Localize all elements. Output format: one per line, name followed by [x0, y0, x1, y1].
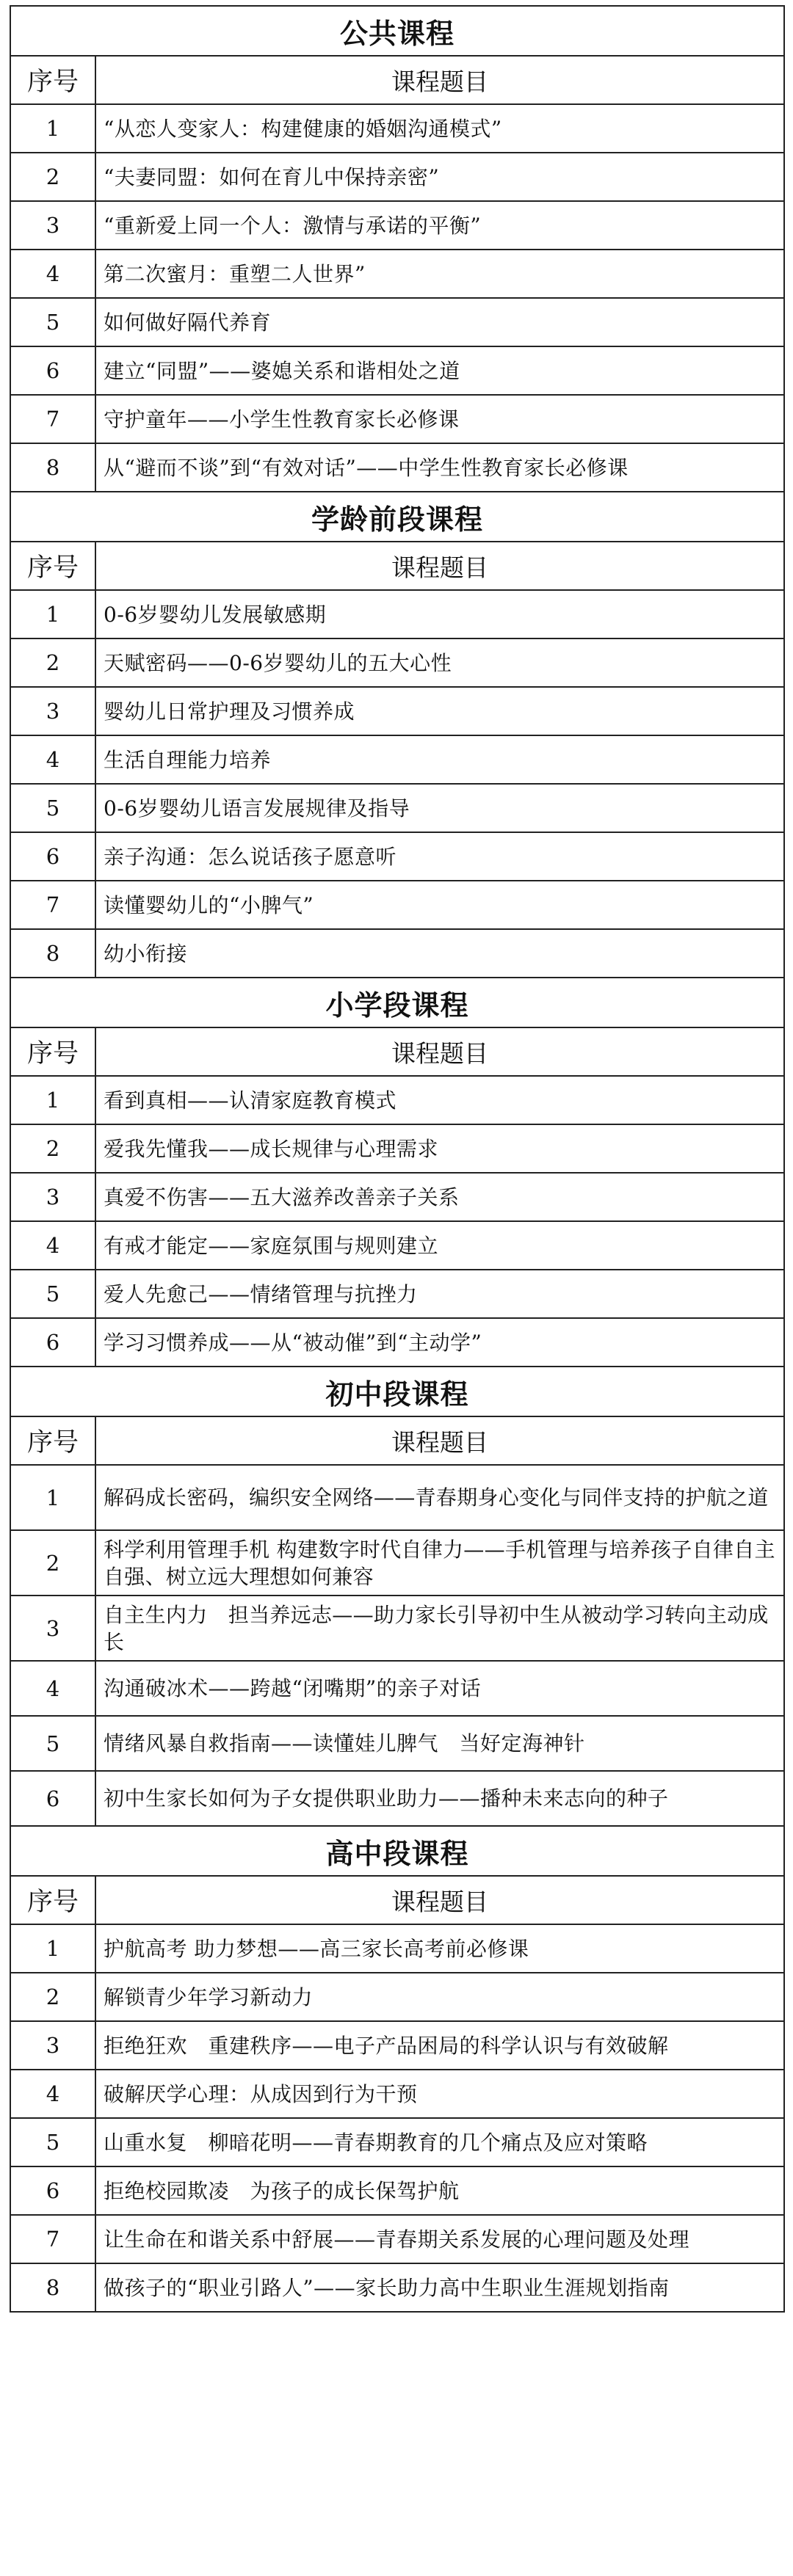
course-title: 护航高考 助力梦想——高三家长高考前必修课 — [95, 1924, 784, 1973]
course-number: 5 — [10, 1270, 95, 1318]
course-title: 从“避而不谈”到“有效对话”——中学生性教育家长必修课 — [95, 443, 784, 492]
course-title: 情绪风暴自救指南——读懂娃儿脾气 当好定海神针 — [95, 1716, 784, 1771]
course-title: 亲子沟通：怎么说话孩子愿意听 — [95, 832, 784, 881]
course-row — [10, 1596, 784, 1661]
course-title: 0-6岁婴幼儿语言发展规律及指导 — [95, 784, 784, 832]
course-row — [10, 1530, 784, 1596]
course-title: 守护童年——小学生性教育家长必修课 — [95, 395, 784, 443]
course-title: 生活自理能力培养 — [95, 735, 784, 784]
course-row — [10, 2118, 784, 2166]
course-number: 8 — [10, 2263, 95, 2312]
course-row — [10, 1771, 784, 1826]
course-number: 6 — [10, 1771, 95, 1826]
section-title: 学龄前段课程 — [10, 492, 784, 542]
course-title: 看到真相——认清家庭教育模式 — [95, 1076, 784, 1124]
section-title-row — [10, 1826, 784, 1876]
course-row — [10, 104, 784, 153]
course-row — [10, 735, 784, 784]
course-number: 1 — [10, 1465, 95, 1530]
course-number: 6 — [10, 2166, 95, 2215]
header-number: 序号 — [10, 542, 95, 590]
course-title: 科学利用管理手机 构建数字时代自律力——手机管理与培养孩子自律自主自强、树立远大理想如何兼容 — [95, 1530, 784, 1596]
course-row — [10, 784, 784, 832]
course-title: 拒绝狂欢 重建秩序——电子产品困局的科学认识与有效破解 — [95, 2021, 784, 2070]
course-number: 8 — [10, 443, 95, 492]
course-row — [10, 2070, 784, 2118]
course-title: 解锁青少年学习新动力 — [95, 1973, 784, 2021]
course-title: 读懂婴幼儿的“小脾气” — [95, 881, 784, 929]
course-number: 2 — [10, 638, 95, 687]
course-number: 2 — [10, 1530, 95, 1596]
course-row — [10, 1270, 784, 1318]
course-row — [10, 201, 784, 250]
course-table — [10, 5, 785, 2313]
course-title: 破解厌学心理：从成因到行为干预 — [95, 2070, 784, 2118]
course-row — [10, 638, 784, 687]
course-number: 3 — [10, 2021, 95, 2070]
course-row — [10, 2021, 784, 2070]
course-number: 1 — [10, 590, 95, 638]
course-row — [10, 1973, 784, 2021]
course-row — [10, 2166, 784, 2215]
header-course-title: 课程题目 — [95, 56, 784, 104]
course-row — [10, 1465, 784, 1530]
course-title: 0-6岁婴幼儿发展敏感期 — [95, 590, 784, 638]
section-title-row — [10, 6, 784, 56]
course-title: 建立“同盟”——婆媳关系和谐相处之道 — [95, 346, 784, 395]
course-row — [10, 1716, 784, 1771]
course-number: 7 — [10, 881, 95, 929]
course-row — [10, 2215, 784, 2263]
course-number: 2 — [10, 1973, 95, 2021]
course-title: 幼小衔接 — [95, 929, 784, 978]
course-title: 爱人先愈己——情绪管理与抗挫力 — [95, 1270, 784, 1318]
course-title: 真爱不伤害——五大滋养改善亲子关系 — [95, 1173, 784, 1221]
course-number: 1 — [10, 1924, 95, 1973]
course-number: 5 — [10, 2118, 95, 2166]
course-row — [10, 346, 784, 395]
course-number: 1 — [10, 1076, 95, 1124]
course-title: 婴幼儿日常护理及习惯养成 — [95, 687, 784, 735]
course-number: 4 — [10, 250, 95, 298]
course-title: 做孩子的“职业引路人”——家长助力高中生职业生涯规划指南 — [95, 2263, 784, 2312]
course-title: 山重水复 柳暗花明——青春期教育的几个痛点及应对策略 — [95, 2118, 784, 2166]
course-number: 4 — [10, 2070, 95, 2118]
course-row — [10, 443, 784, 492]
course-row — [10, 1124, 784, 1173]
course-number: 8 — [10, 929, 95, 978]
column-header-row — [10, 1027, 784, 1076]
course-number: 6 — [10, 346, 95, 395]
course-number: 7 — [10, 2215, 95, 2263]
course-title: “从恋人变家人：构建健康的婚姻沟通模式” — [95, 104, 784, 153]
course-title: “夫妻同盟：如何在育儿中保持亲密” — [95, 153, 784, 201]
column-header-row — [10, 56, 784, 104]
course-number: 3 — [10, 201, 95, 250]
section-title: 高中段课程 — [10, 1826, 784, 1876]
course-number: 4 — [10, 735, 95, 784]
course-title: 天赋密码——0-6岁婴幼儿的五大心性 — [95, 638, 784, 687]
course-title: 有戒才能定——家庭氛围与规则建立 — [95, 1221, 784, 1270]
section-title: 公共课程 — [10, 6, 784, 56]
section-title-row — [10, 978, 784, 1027]
course-row — [10, 298, 784, 346]
course-row — [10, 687, 784, 735]
course-number: 3 — [10, 1173, 95, 1221]
course-title: 自主生内力 担当养远志——助力家长引导初中生从被动学习转向主动成长 — [95, 1596, 784, 1661]
course-number: 2 — [10, 1124, 95, 1173]
header-number: 序号 — [10, 1027, 95, 1076]
course-number: 3 — [10, 1596, 95, 1661]
course-number: 7 — [10, 395, 95, 443]
course-row — [10, 2263, 784, 2312]
course-row — [10, 590, 784, 638]
course-row — [10, 881, 784, 929]
course-number: 5 — [10, 784, 95, 832]
column-header-row — [10, 542, 784, 590]
course-title: 如何做好隔代养育 — [95, 298, 784, 346]
course-number: 2 — [10, 153, 95, 201]
course-row — [10, 1173, 784, 1221]
course-row — [10, 250, 784, 298]
course-row — [10, 1076, 784, 1124]
course-title: 沟通破冰术——跨越“闭嘴期”的亲子对话 — [95, 1661, 784, 1716]
course-title: 初中生家长如何为子女提供职业助力——播种未来志向的种子 — [95, 1771, 784, 1826]
header-number: 序号 — [10, 1876, 95, 1924]
course-title: 让生命在和谐关系中舒展——青春期关系发展的心理问题及处理 — [95, 2215, 784, 2263]
course-row — [10, 832, 784, 881]
header-number: 序号 — [10, 56, 95, 104]
header-course-title: 课程题目 — [95, 1027, 784, 1076]
column-header-row — [10, 1416, 784, 1465]
course-row — [10, 153, 784, 201]
course-title: 学习习惯养成——从“被动催”到“主动学” — [95, 1318, 784, 1367]
section-title: 小学段课程 — [10, 978, 784, 1027]
course-title: “重新爱上同一个人：激情与承诺的平衡” — [95, 201, 784, 250]
course-number: 6 — [10, 832, 95, 881]
header-number: 序号 — [10, 1416, 95, 1465]
course-row — [10, 395, 784, 443]
section-title-row — [10, 492, 784, 542]
section-title-row — [10, 1367, 784, 1416]
header-course-title: 课程题目 — [95, 1416, 784, 1465]
course-title: 第二次蜜月：重塑二人世界” — [95, 250, 784, 298]
course-title: 拒绝校园欺凌 为孩子的成长保驾护航 — [95, 2166, 784, 2215]
course-row — [10, 1318, 784, 1367]
course-number: 1 — [10, 104, 95, 153]
course-number: 5 — [10, 298, 95, 346]
section-title: 初中段课程 — [10, 1367, 784, 1416]
course-title: 爱我先懂我——成长规律与心理需求 — [95, 1124, 784, 1173]
column-header-row — [10, 1876, 784, 1924]
header-course-title: 课程题目 — [95, 1876, 784, 1924]
course-row — [10, 1661, 784, 1716]
course-number: 3 — [10, 687, 95, 735]
course-title: 解码成长密码，编织安全网络——青春期身心变化与同伴支持的护航之道 — [95, 1465, 784, 1530]
course-row — [10, 1924, 784, 1973]
course-row — [10, 1221, 784, 1270]
course-number: 4 — [10, 1661, 95, 1716]
course-number: 4 — [10, 1221, 95, 1270]
course-number: 5 — [10, 1716, 95, 1771]
header-course-title: 课程题目 — [95, 542, 784, 590]
course-number: 6 — [10, 1318, 95, 1367]
course-row — [10, 929, 784, 978]
